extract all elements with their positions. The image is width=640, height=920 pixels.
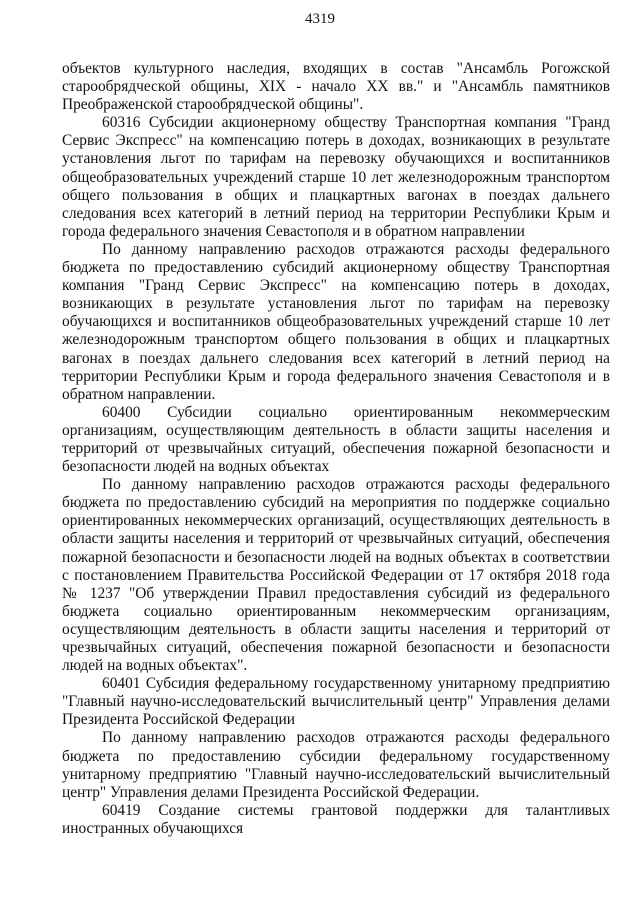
page-number: 4319: [305, 11, 335, 27]
section-60400-description: По данному направлению расходов отражаются расходы федерального бюджета по предоставлению субсидий на мероприятия по поддержке социально ориентированных некоммерческих организаций, осуществляющих деятельность в области защиты населения и территорий от чрезвычайных ситуаций, обеспечения пожарной безопасности и безопасности людей на водных объектах в соответствии с постановлением Правительства Российской Федерации от 17 октября 2018 года № 1237 "Об утверждении Правил предоставления субсидий из федерального бюджета социально ориентированным некоммерческим организациям, осуществляющим деятельность в области защиты населения и территорий от чрезвычайных ситуаций, обеспечения пожарной безопасности и безопасности людей на водных объектах".: [62, 476, 610, 675]
section-60401-description: По данному направлению расходов отражаются расходы федерального бюджета по предоставлению субсидии федеральному государственному унитарному предприятию "Главный научно-исследовательский вычислительный центр" Управления делами Президента Российской Федерации.: [62, 729, 610, 801]
section-60400-heading: 60400 Субсидии социально ориентированным некоммерческим организациям, осуществляющим деятельность в области защиты населения и территорий от чрезвычайных ситуаций, обеспечения пожарной безопасности и безопасности людей на водных объектах: [62, 403, 610, 476]
section-60316-heading: 60316 Субсидии акционерному обществу Транспортная компания "Гранд Сервис Экспресс" на компенсацию потерь в доходах, возникающих в результате установления льгот по тарифам на перевозку обучающихся и воспитанников общеобразовательных учреждений старше 10 лет железнодорожным транспортом общего пользования в общих и плацкартных вагонах в поездах дальнего следования всех категорий в летний период на территории Республики Крым и города федерального значения Севастополя и в обратном направлении: [62, 114, 610, 240]
paragraph-continuation: объектов культурного наследия, входящих в состав "Ансамбль Рогожской старообрядческой общины, XIX - начало XX вв." и "Ансамбль памятников Преображенской старообрядческой общины".: [62, 60, 610, 114]
document-body: [62, 60, 610, 838]
section-60401-heading: 60401 Субсидия федеральному государственному унитарному предприятию "Главный научно-исследовательский вычислительный центр" Управления делами Президента Российской Федерации: [62, 675, 610, 729]
section-60419-heading: 60419 Создание системы грантовой поддержки для талантливых иностранных обучающихся: [62, 801, 610, 837]
section-60316-description: По данному направлению расходов отражаются расходы федерального бюджета по предоставлению субсидий акционерному обществу Транспортная компания "Гранд Сервис Экспресс" на компенсацию потерь в доходах, возникающих в результате установления льгот по тарифам на перевозку обучающихся и воспитанников общеобразовательных учреждений старше 10 лет железнодорожным транспортом общего пользования в общих и плацкартных вагонах в поездах дальнего следования всех категорий в летний период на территории Республики Крым и города федерального значения Севастополя и в обратном направлении.: [62, 240, 610, 403]
